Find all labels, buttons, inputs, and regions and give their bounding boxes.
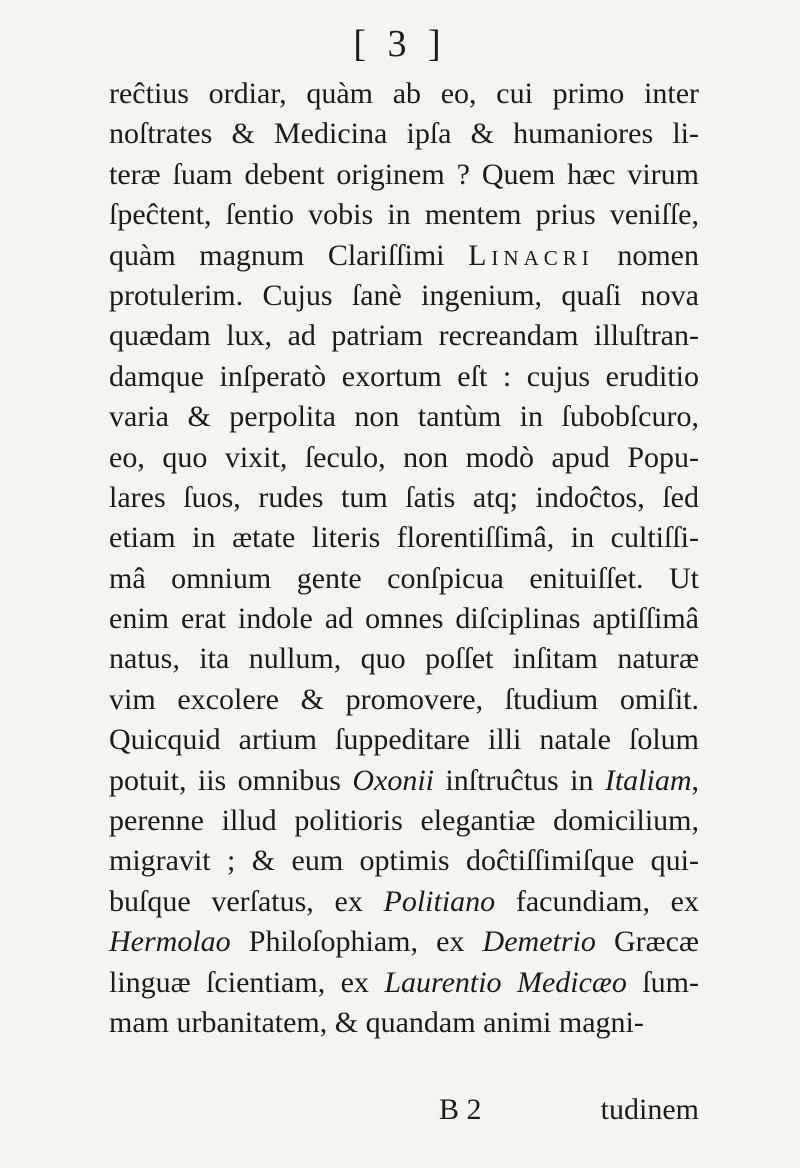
page-number: [ 3 ] (353, 23, 447, 65)
italic-name: Politiano (383, 884, 496, 918)
signature-mark: B 2 (439, 1093, 482, 1126)
text-line (109, 761, 699, 801)
text-line (109, 639, 699, 679)
text-segment: ſpeĉtent, ſentio vobis in mentem prius veniſſe, (109, 198, 699, 232)
body-text (109, 74, 699, 1043)
text-segment: noſtrates & Medicina ipſa & humaniores li- (109, 117, 699, 151)
text-line (109, 963, 699, 1003)
text-segment: nomen (593, 238, 699, 272)
text-line (109, 74, 699, 114)
text-segment: buſque verſatus, ex (109, 884, 384, 918)
text-segment: potuit, iis omnibus (109, 763, 353, 797)
text-segment: etiam in ætate literis florentiſſimâ, in cultiſſi- (109, 521, 699, 555)
text-line (109, 438, 699, 478)
text-segment: damque inſperatò exortum eſt : cujus eruditio (109, 359, 699, 393)
italic-name: Laurentio Medicæo (384, 965, 627, 999)
text-line (109, 922, 699, 962)
text-segment: natus, ita nullum, quo poſſet inſitam naturæ (109, 642, 699, 676)
text-line (109, 316, 699, 356)
text-line (109, 397, 699, 437)
text-segment: Quicquid artium ſuppeditare illi natale ſolum (109, 723, 699, 757)
text-segment: teræ ſuam debent originem ? Quem hæc virum (109, 157, 699, 191)
italic-name: Oxonii (352, 763, 435, 797)
italic-name: Italiam (604, 763, 692, 797)
text-segment: quàm magnum Clariſſimi (109, 238, 469, 272)
text-line (109, 599, 699, 639)
text-segment: Græcæ (595, 925, 699, 959)
text-segment: reĉtius ordiar, quàm ab eo, cui primo inter (109, 77, 699, 110)
italic-name: Hermolao (109, 925, 231, 959)
text-segment: , (691, 763, 699, 797)
text-segment: quædam lux, ad patriam recreandam illuſtran- (109, 319, 699, 353)
text-segment: migravit ; & eum optimis doĉtiſſimiſque qui- (109, 844, 699, 878)
text-segment: inſtruĉtus in (434, 763, 605, 797)
text-line (109, 276, 699, 316)
text-segment: eo, quo vixit, ſeculo, non modò apud Popu- (109, 440, 699, 474)
text-line (109, 236, 699, 276)
text-segment: mâ omnium gente conſpicua enituiſſet. Ut (109, 561, 699, 595)
text-segment: perenne illud politioris elegantiæ domicilium, (109, 804, 699, 838)
text-line (109, 801, 699, 841)
text-segment: Philoſophiam, ex (230, 925, 483, 959)
smallcaps-name: Linacri (468, 238, 594, 272)
page-footer (109, 1090, 699, 1130)
text-line (109, 155, 699, 195)
text-line (109, 478, 699, 518)
text-line (109, 357, 699, 397)
text-segment: ſum- (626, 965, 699, 999)
text-line (109, 1003, 699, 1043)
text-segment: linguæ ſcientiam, ex (109, 965, 385, 999)
text-segment: vim excolere & promovere, ſtudium omiſit. (109, 682, 699, 716)
text-line (109, 720, 699, 760)
text-segment: protulerim. Cujus ſanè ingenium, quaſi nova (109, 278, 699, 312)
text-line (109, 114, 699, 154)
text-segment: varia & perpolita non tantùm in ſubobſcuro, (109, 400, 699, 434)
text-segment: mam urbanitatem, & quandam animi magni- (109, 1005, 644, 1039)
text-line (109, 518, 699, 558)
italic-name: Demetrio (482, 925, 596, 959)
text-segment: facundiam, ex (495, 884, 699, 918)
catchword: tudinem (600, 1093, 699, 1126)
text-line (109, 680, 699, 720)
text-segment: lares ſuos, rudes tum ſatis atq; indoĉtos, ſed (109, 480, 699, 514)
text-segment: enim erat indole ad omnes diſciplinas aptiſſimâ (109, 602, 699, 636)
text-line (109, 195, 699, 235)
text-line (109, 882, 699, 922)
text-line (109, 841, 699, 881)
text-line (109, 559, 699, 599)
